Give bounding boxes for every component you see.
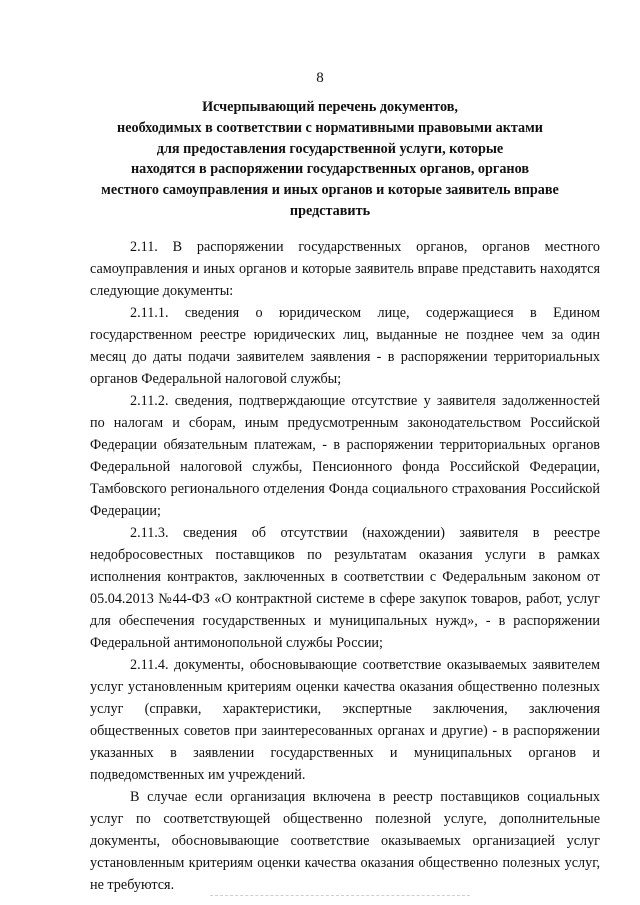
paragraph-2-11-1: 2.11.1. сведения о юридическом лице, содержащиеся в Едином государственном реестре юридических лиц, выданные не позднее чем за один месяц до даты подачи заявителем заявления - в распоряжении территориальных органов Федеральной налоговой службы; (90, 305, 600, 387)
heading-line: необходимых в соответствии с нормативными правовыми актами (117, 119, 543, 136)
paragraph-2-11: 2.11. В распоряжении государственных органов, органов местного самоуправления и иных органов и которые заявитель вправе представить находятся следующие документы: (90, 239, 600, 299)
paragraph-2-11-3: 2.11.3. сведения об отсутствии (нахождении) заявителя в реестре недобросовестных поставщиков по результатам оказания услуги в рамках исполнения контрактов, заключенных в соответствии с Федеральным законом от 05.04.2013 №44-ФЗ «О контрактной системе в сфере закупок товаров, работ, услуг для обеспечения государственных и муниципальных нужд», - в распоряжении Федеральной антимонопольной службы России; (90, 525, 600, 651)
paragraph-2-11-4: 2.11.4. документы, обосновывающие соответствие оказываемых заявителем услуг установленным критериям оценки качества оказания общественно полезных услуг (справки, характеристики, экспертные заключения, заключения общественных советов при заинтересованных органах и другие) - в распоряжении указанных в заявлении государственных и муниципальных органов и подведомственных им учреждений. (90, 657, 600, 783)
document-body (90, 236, 600, 896)
footer-divider (210, 895, 470, 896)
section-heading (80, 97, 580, 222)
heading-line: Исчерпывающий перечень документов, (202, 99, 458, 115)
paragraph-note: В случае если организация включена в реестр поставщиков социальных услуг по соответствующей общественно полезной услуге, дополнительные документы, обосновывающие соответствие оказываемых организацией услуг установленным критериям оценки качества оказания общественно полезных услуг, не требуются. (90, 789, 600, 893)
paragraph-2-11-2: 2.11.2. сведения, подтверждающие отсутствие у заявителя задолженностей по налогам и сборам, иным предусмотренным законодательством Российской Федерации обязательным платежам, - в распоряжении территориальных органов Федеральной налоговой службы, Пенсионного фонда Российской Федерации, Тамбовского регионального отделения Фонда социального страхования Российской Федерации; (90, 393, 600, 519)
heading-line: для предоставления государственной услуги, которые (156, 140, 504, 157)
heading-line: местного самоуправления и иных органов и которые заявитель вправе (101, 182, 559, 199)
page-number: 8 (316, 70, 324, 86)
heading-line: находятся в распоряжении государственных органов, органов (130, 161, 530, 178)
heading-line: представить (289, 202, 371, 219)
